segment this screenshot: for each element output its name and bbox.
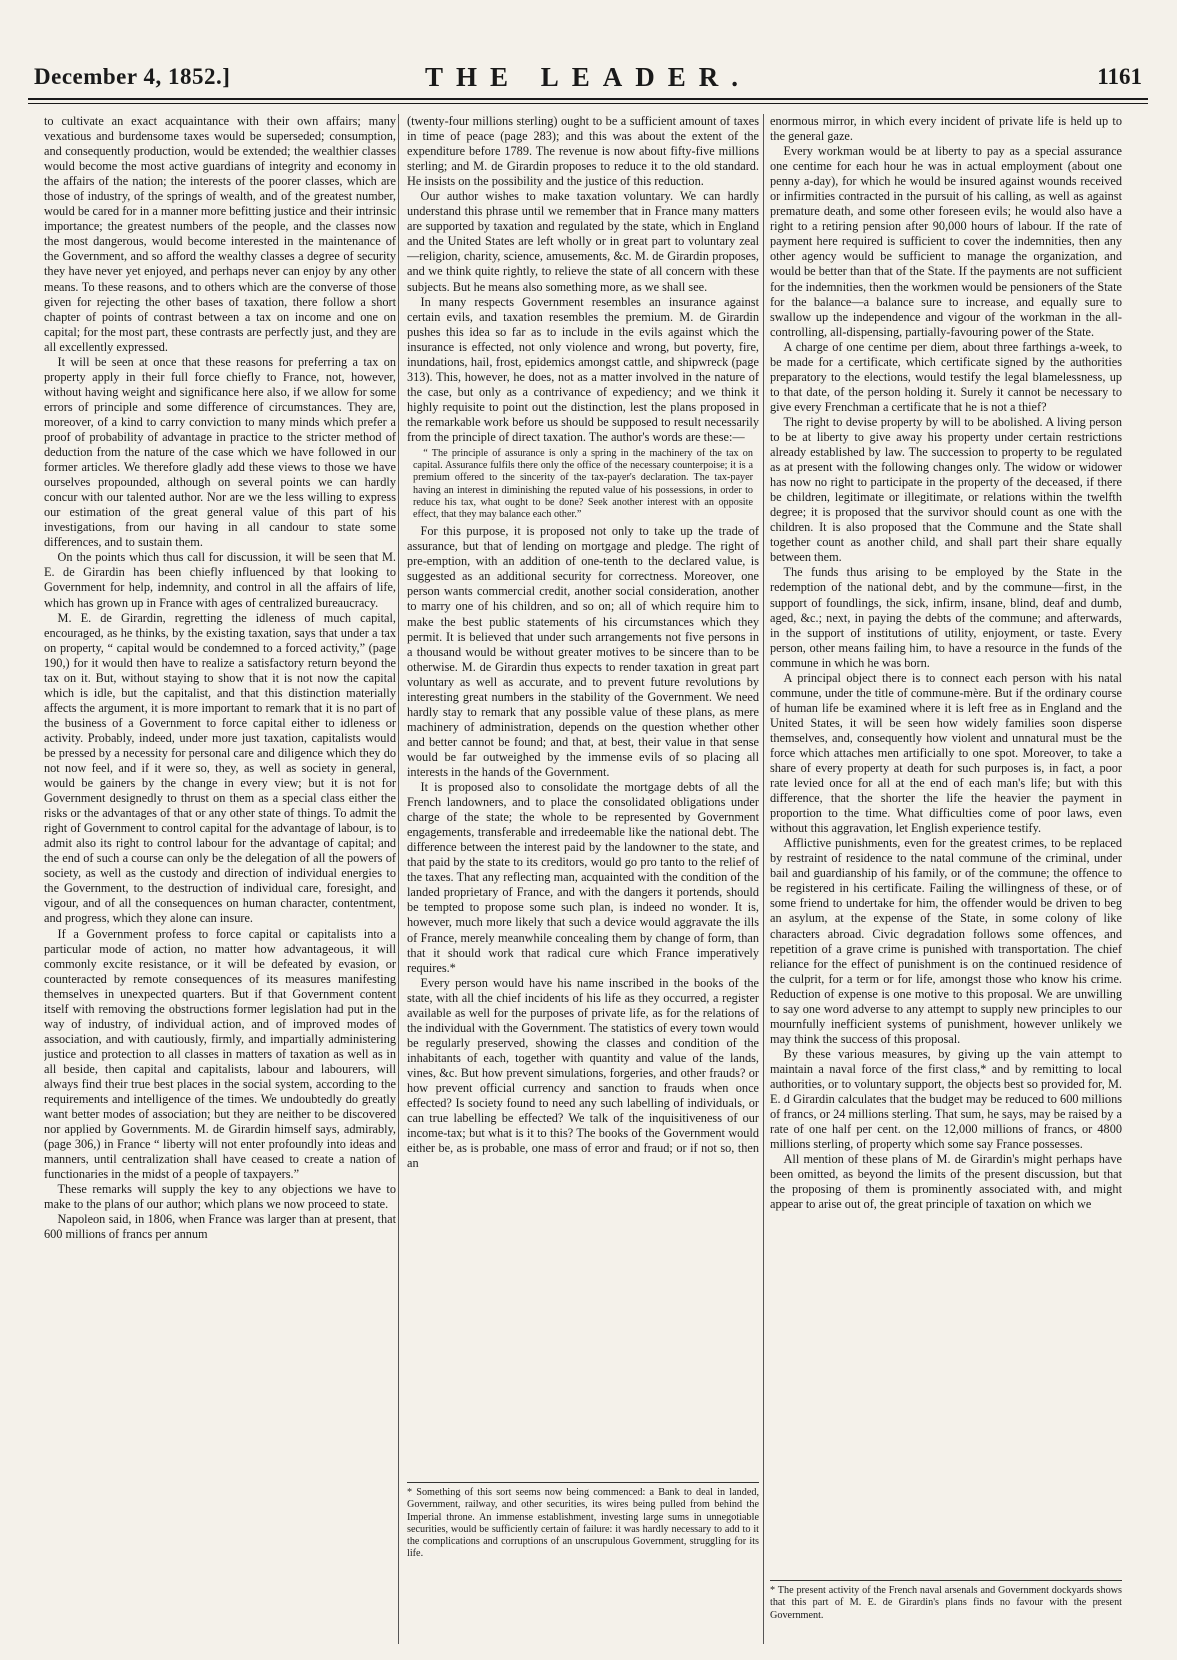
- paragraph: The right to devise property by will to be abolished. A living person to be at liberty to give away his property under certain restrictions already established by law. The succession to property to be regulated as at present with the following changes only. The widow or widower has now no right to participate in the property of the deceased, if there be children, legitimate or illegitimate, or relations within the twelfth degree; it is proposed that the survivor should count as one with the children. It is also proposed that the Commune and the State shall together count as another child, and shall part their share equally between them.: [770, 414, 1122, 565]
- block-quote: “ The principle of assurance is only a spring in the machinery of the tax on capital. Assurance fulfils there only the office of the necessary counterpoise; it is a premium offered to the sincerity of the tax-payer's declaration. The tax-payer having an interest in diminishing the reputed value of his possessions, in order to reduce his tax, what ought to be done? Seek another interest with an opposite effect, that they may balance each other.”: [413, 448, 753, 521]
- paragraph: M. E. de Girardin, regretting the idleness of much capital, encouraged, as he thinks, by the existing taxation, says that under a tax on property, “ capital would be condemned to a forced activity,” (page 190,) for it would then have to realize a satisfactory return beyond the tax on it. But, without staying to show that it is not now the capital which is idle, but the capitalist, and that this distinction materially affects the argument, it is more important to remark that it is no part of the business of a Government to force capital either to idleness or activity. Probably, indeed, under more just taxation, capitalists would be pressed by a necessity for personal care and diligence which they do not now feel, and if it were so, they, as well as society in general, would be gainers by the change in every view; but it is not for Government designedly to thrust on them as a special class either the risks or the advantages of that or any other state of things. To admit the right of Government to control capital for the advantage of labour, is to admit also its right to control labour for the advantage of capital; and the end of such a course can only be the delegation of all the powers of society, as well as the custody and direction of individual energies to the Government, to the destruction of individual care, foresight, and vigour, and of all the consequences on human character, contentment, and progress, which they alone can insure.: [44, 610, 396, 926]
- paragraph: These remarks will supply the key to any objections we have to make to the plans of our author; which plans we now proceed to state.: [44, 1182, 396, 1212]
- paragraph: On the points which thus call for discussion, it will be seen that M. E. de Girardin has been chiefly influenced by that looking to Government for help, indemnity, and control in all the affairs of life, which has grown up in France with ages of centralized bureaucracy.: [44, 550, 396, 610]
- paragraph: For this purpose, it is proposed not only to take up the trade of assurance, but that of lending on mortgage and pledge. The right of pre-emption, with an addition of one-tenth to the declared value, is suggested as an additional security for correctness. Moreover, one person wants commercial credit, another social consideration, another to marry one of his children, and so on; all of which require him to make the best public statements of his circumstances which they permit. It is believed that under such arrangements not five persons in a thousand would be without greater motives to be sincere than to be otherwise. M. de Girardin thus expects to render taxation in great part voluntary as well as accurate, and to prevent future revolutions by interesting great numbers in the stability of the Government. We need hardly stay to remark that any possible value of these plans, as mere machinery of administration, depends on the question whether other and better cannot be found; and that, at best, their value in that sense would be far outweighed by the immense evils of so placing all interests in the hands of the Government.: [407, 524, 759, 779]
- newspaper-title: THE LEADER.: [424, 62, 752, 92]
- paragraph: Every person would have his name inscribed in the books of the state, with all the chief incidents of his life as they occurred, a register available as well for the purposes of private life, as for the relations of the individual with the Government. The statistics of every town would be regularly preserved, showing the classes and condition of the inhabitants of each, together with quantity and value of the lands, vines, &c. But how prevent simulations, forgeries, and other frauds? or how prevent official currency and sanction to frauds when once effected? Is society found to need any such labelling of individuals, or can true labelling be effected? We talk of the inquisitiveness of our income-tax; but what is it to this? The books of the Government would either be, as is probable, one mass of error and fraud; or if not so, then an: [407, 975, 759, 1171]
- page-number: 1161: [1097, 64, 1142, 89]
- masthead: [28, 60, 1148, 96]
- paragraph: A principal object there is to connect each person with his natal commune, under the title of commune-mère. But if the ordinary course of human life be examined where it is left free as in England and the United States, it will be seen how widely families soon disperse themselves, and, consequently how violent and unnatural must be the force which attaches men artificially to one spot. Moreover, to take a share of every property at death for such purposes is, in fact, a poor rate levied once for all at the end of each man's life; but with this difference, that the shorter the life the heavier the payment in proportion to the time. What difficulties come of poor laws, even without this aggravation, let English experience testify.: [770, 670, 1122, 836]
- issue-date: December 4, 1852.]: [34, 64, 231, 89]
- paragraph: Napoleon said, in 1806, when France was larger than at present, that 600 millions of francs per annum: [44, 1212, 396, 1242]
- paragraph: All mention of these plans of M. de Girardin's might perhaps have been omitted, as beyond the limits of the present discussion, but that the proposing of them is prominently associated with, and might appear to arise out of, the great principle of taxation on which we: [770, 1152, 1122, 1212]
- paragraph: (twenty-four millions sterling) ought to be a sufficient amount of taxes in time of peace (page 283); and this was about the extent of the expenditure before 1789. The revenue is now about fifty-five millions sterling; and M. de Girardin proposes to reduce it to the old standard. He insists on the possibility and the justice of this reduction.: [407, 114, 759, 189]
- masthead-rule-thick: [28, 98, 1148, 100]
- paragraph: It will be seen at once that these reasons for preferring a tax on property apply in their full force chiefly to France, not, however, without having weight and significance here also, if we allow for some errors of principle and some difference of circumstances. They are, moreover, of a kind to carry conviction to many minds which prefer a proof of probability of advantage in practice to the stricter method of deduction from the nature of the case which we have followed in our former articles. We therefore gladly add these views to those we have ourselves propounded, although on several points we can hardly concur with our talented author. Nor are we the less willing to express our estimation of the great general value of this part of his investigations, from our having in all candour to state some differences, and to sustain them.: [44, 354, 396, 550]
- paragraph: to cultivate an exact acquaintance with their own affairs; many vexatious and burdensome taxes would be superseded; consumption, and consequently production, would be extended; the wealthier classes would become the most active guardians of integrity and economy in the affairs of the nation; the interests of the poorer classes, which are those of industry, of the springs of wealth, and of the greatest number, would be cared for in a manner more befitting justice and their intrinsic importance; the greatest numbers of the people, and the classes now the most dangerous, would become interested in the maintenance of the Government, and so afford the wealthy classes a degree of security they have never yet enjoyed, and perhaps never can enjoy by any other means. To these reasons, and to others which are the converse of those given for rejecting the other bases of taxation, there follow a short chapter of points of contrast between a tax on income and one on capital; for the most part, these contrasts are perfectly just, and they are all excellently expressed.: [44, 114, 396, 354]
- column-2: [407, 114, 759, 1474]
- paragraph: enormous mirror, in which every incident of private life is held up to the general gaze.: [770, 114, 1122, 144]
- paragraph: Afflictive punishments, even for the greatest crimes, to be replaced by restraint of residence to the natal commune of the criminal, under bail and guardianship of his family, or of the commune; the offence to be registered in his certificate. Failing the willingness of these, or of some friend to undertake for him, the offender would be driven to beg an asylum, at the expense of the State, in some colony of like characters abroad. Civic degradation follows some offences, and repetition of a grave crime is punished with transportation. The chief reliance for the effect of punishment is on the continued residence of the culprit, for a term or for life, amongst those who know his crime. Reduction of expense is one motive to this proposal. We are unwilling to say one word adverse to any attempt to supply new principles to our mournfully inefficient systems of punishment, however unlikely we may think the success of this proposal.: [770, 836, 1122, 1046]
- paragraph: The funds thus arising to be employed by the State in the redemption of the national debt, and by the commune—first, in the support of foundlings, the sick, infirm, insane, blind, deaf and dumb, aged, &c.; next, in paying the debts of the commune; and afterwards, in the support of institutions of utility, enjoyment, or taste. Every person, other means failing him, to have a resource in the funds of the commune in which he was born.: [770, 565, 1122, 670]
- column-divider: [763, 114, 764, 1644]
- footnote-col2: * Something of this sort seems now being commenced: a Bank to deal in landed, Government, railway, and other securities, its wires being pulled from behind the Imperial throne. An immense establishment, investing large sums in unnegotiable securities, would be sufficiently certain of failure: it was hardly necessary to add to it the complications and corruptions of an unscrupulous Government, struggling for its life.: [407, 1487, 759, 1560]
- paragraph: Our author wishes to make taxation voluntary. We can hardly understand this phrase until we remember that in France many matters are supported by taxation and regulated by the state, which in England and the United States are left wholly or in great part to voluntary zeal—religion, charity, science, amusements, &c. M. de Girardin proposes, and we think quite rightly, to relieve the state of all concern with these subjects. But he means also something more, as we shall see.: [407, 189, 759, 294]
- column-divider: [398, 114, 399, 1644]
- paragraph: In many respects Government resembles an insurance against certain evils, and taxation resembles the premium. M. de Girardin pushes this idea so far as to include in the evils against which the insurance is effected, not only violence and wrong, but poverty, fire, inundations, hail, frost, epidemics amongst cattle, and shipwreck (page 313). This, however, he does, not as a matter involved in the nature of the case, but only as a contrivance of expediency; and we think it highly requisite to point out the distinction, lest the plans proposed in the remarkable work before us should be supposed to result necessarily from the principle of direct taxation. The author's words are these:—: [407, 294, 759, 444]
- paragraph: A charge of one centime per diem, about three farthings a-week, to be made for a certificate, which certificate signed by the authorities preparatory to the elections, would testify the legal blamelessness, up to that date, of the person holding it. Surely it cannot be necessary to give every Frenchman a certificate that he is not a thief?: [770, 339, 1122, 414]
- paragraph: If a Government profess to force capital or capitalists into a particular mode of action, no matter how advantageous, it will commonly excite resistance, or it will be defeated by evasion, or counteracted by remote consequences of its measures manifesting themselves in unexpected quarters. But if that Government content itself with removing the obstructions former legislation had put in the way of industry, of individual action, and of improved modes of association, and with cautiously, firmly, and impartially administering justice and protection to all classes in matters of taxation as well as in all beside, then capital and capitalists, labour and labourers, will always find their true best places in the social system, according to the requirements and intelligence of the times. We undoubtedly do greatly want better modes of association; but they are neither to be discovered nor applied by Governments. M. de Girardin himself says, admirably, (page 306,) in France “ liberty will not enter profoundly into ideas and manners, until centralization shall have ceased to create a nation of functionaries in the midst of a people of taxpayers.”: [44, 926, 396, 1182]
- footnote-col3: * The present activity of the French naval arsenals and Government dockyards shows that this part of M. E. de Girardin's plans finds no favour with the present Government.: [770, 1585, 1122, 1621]
- paragraph: It is proposed also to consolidate the mortgage debts of all the French landowners, and to place the consolidated obligations under charge of the state; the whole to be represented by Government engagements, transferable and irredeemable like the national debt. The difference between the interest paid by the landowner to the state, and that paid by the state to its creditors, would go pro tanto to the relief of the taxes. That any reflecting man, acquainted with the condition of the landed proprietary of France, and with the dangers it portends, should be tempted to propose some such plan, is indeed no wonder. It is, however, much more likely that such a device would aggravate the ills of France, merely meanwhile concealing them by change of form, than that it should work that radical cure which France imperatively requires.*: [407, 780, 759, 975]
- column-1: [44, 114, 396, 1644]
- paragraph: By these various measures, by giving up the vain attempt to maintain a naval force of the first class,* and by remitting to local authorities, or to voluntary support, the objects best so provided for, M. E. d Girardin calculates that the budget may be reduced to 600 millions of francs, or 24 millions sterling. That sum, he says, may be raised by a rate of one half per cent. on the 12,000 millions of francs, or 4800 millions sterling, of property which some say France possesses.: [770, 1046, 1122, 1152]
- paragraph: Every workman would be at liberty to pay as a special assurance one centime for each hour he was in actual employment (about one penny a-day), for which he would be insured against wounds received or infirmities contracted in the pursuit of his calling, as well as against premature death, and some other foreseen evils; he would also have a right to a retiring pension after 90,000 hours of labour. If the rate of payment here required is sufficient to cover the indemnities, then any other agency would be sufficient to manage the organization, and would be better than that of the State. If the payments are not sufficient for the indemnities, then the workmen would be pensioners of the State for the balance—a balance sure to increase, and equally sure to swallow up the independence and vigour of the workman in the all-controlling, all-dispensing, partially-favouring power of the State.: [770, 144, 1122, 339]
- footnote-rule: [770, 1580, 1122, 1581]
- masthead-rule-thin: [28, 103, 1148, 104]
- column-3: [770, 114, 1122, 1514]
- footnote-rule: [407, 1482, 759, 1483]
